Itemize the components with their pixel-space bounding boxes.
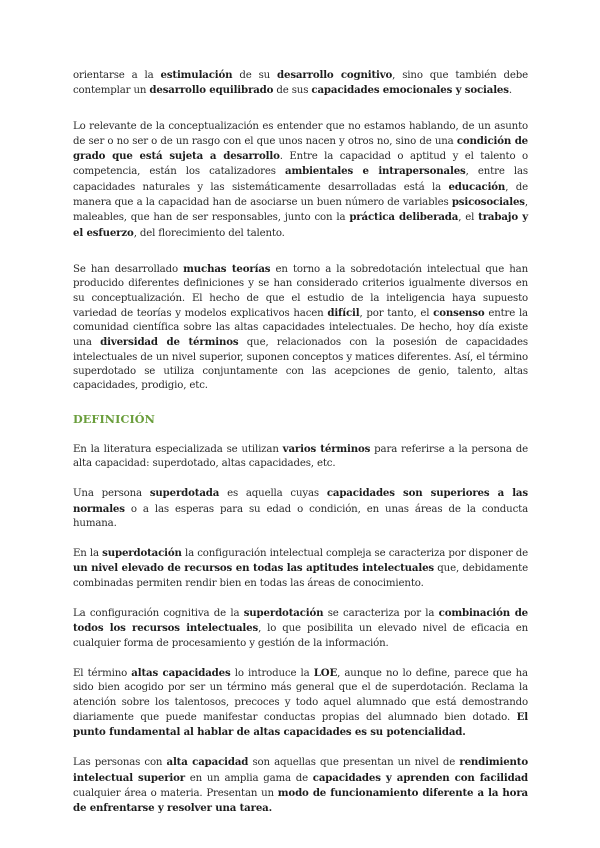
section-heading-definicion: DEFINICIÓN xyxy=(73,411,155,426)
bold-run: condición de grado que está sujeta a desarrollo xyxy=(73,134,528,163)
bold-run: El punto fundamental al hablar de altas capacidades es su potencialidad. xyxy=(73,710,528,739)
text-run: En la xyxy=(73,548,103,560)
text-run: , aunque no lo define, parece que ha sido bien acogido por ser un término más general que el de superdotación. Reclama la atención sobre los talentosos, precoces y todo aquel alumnado que está demostrando diariamente que puede manifestar conductas propias del alumnado bien dotado. xyxy=(73,667,528,723)
text-run: Una persona xyxy=(73,488,150,500)
text-run: En la literatura especializada se utilizan xyxy=(73,443,283,455)
bold-run: práctica deliberada xyxy=(349,211,459,224)
paragraph-cognitive-configuration xyxy=(73,606,528,651)
bold-run: trabajo y el esfuerzo xyxy=(73,211,528,239)
text-run: , de manera que a la capacidad han de asociarse un buen número de variables xyxy=(73,181,528,209)
text-run: , el xyxy=(458,212,479,224)
text-run: Lo relevante de la conceptualización es entender que no estamos hablando, de un asunto de ser o no ser o de un rasgo con el que unos nacen y otros no, sino de una xyxy=(73,120,528,147)
text-run: que, relacionados con la posesión de capacidades intelectuales de un nivel superior, suponen conceptos y matices diferentes. Así, el término superdotado se utiliza conjuntamente con las acepciones de genio, talento, altas capacidades, prodigio, etc. xyxy=(73,337,528,392)
text-run: la configuración intelectual compleja se caracteriza por disponer de xyxy=(181,548,528,560)
bold-run: alta capacidad xyxy=(166,756,249,769)
bold-run: superdotada xyxy=(149,487,220,500)
text-run: , lo que posibilita un elevado nivel de eficacia en cualquier forma de procesamiento y gestión de la información. xyxy=(73,623,529,649)
text-run: La configuración cognitiva de la xyxy=(73,608,244,620)
bold-run: capacidades y aprenden con facilidad xyxy=(312,771,528,784)
text-run: entre la comunidad científica sobre las altas capacidades intelectuales. De hecho, hoy día existe una xyxy=(73,307,528,349)
bold-run: diversidad de términos xyxy=(100,336,239,349)
paragraph-superdotacion xyxy=(73,546,528,591)
text-run: que, debidamente combinadas permiten rendir bien en todas las áreas de conocimiento. xyxy=(73,563,528,589)
bold-run: superdotación xyxy=(243,607,324,620)
bold-run: difícil xyxy=(327,306,360,319)
text-run: en un amplia gama de xyxy=(185,772,313,784)
bold-run: desarrollo equilibrado xyxy=(149,84,274,97)
text-run: , maleables, que han de ser responsables, junto con la xyxy=(73,197,528,224)
text-run: lo introduce la xyxy=(230,667,314,679)
paragraph-superdotada xyxy=(73,486,528,531)
bold-run: capacidades son superiores a las normales xyxy=(73,487,528,515)
text-run: o a las esperas para su edad o condición, en unas áreas de la conducta humana. xyxy=(73,503,528,529)
text-run: El término xyxy=(73,667,132,679)
bold-run: un nivel elevado de recursos en todas las aptitudes intelectuales xyxy=(73,562,434,575)
bold-run: educación xyxy=(448,180,506,193)
text-run: . xyxy=(508,85,512,97)
bold-run: combinación de todos los recursos intelectuales xyxy=(73,607,529,635)
bold-run: estimulación xyxy=(160,69,233,81)
bold-run: ambientales e intrapersonales xyxy=(285,165,466,178)
bold-run: superdotación xyxy=(102,547,182,560)
text-run: , sino que también debe contemplar un xyxy=(73,70,528,97)
text-run: Se han desarrollado xyxy=(73,263,184,275)
text-run: . Entre la capacidad o aptitud y el talento o competencia, están los catalizadores xyxy=(73,151,528,178)
bold-run: altas capacidades xyxy=(131,666,231,679)
paragraph-alta-capacidad xyxy=(73,755,528,816)
paragraph-conceptualization xyxy=(73,120,528,241)
text-run: para referirse a la persona de alta capacidad: superdotado, altas capacidades, etc. xyxy=(73,443,528,469)
paragraph-altas-capacidades xyxy=(73,666,528,740)
bold-run: varios términos xyxy=(282,442,371,455)
text-run: de su xyxy=(232,70,278,81)
bold-run: LOE xyxy=(313,666,338,679)
bold-run: psicosociales xyxy=(451,196,525,209)
text-run: de sus xyxy=(273,85,312,97)
bold-run: capacidades emocionales y sociales xyxy=(311,84,509,97)
bold-run: rendimiento intelectual superior xyxy=(73,756,528,784)
bold-run: consenso xyxy=(433,306,485,319)
text-run: , del florecimiento del talento. xyxy=(133,227,285,239)
bold-run: desarrollo cognitivo xyxy=(277,69,393,81)
text-run: son aquellas que presentan un nivel de xyxy=(248,757,460,769)
text-run: , entre las capacidades naturales y las sistemáticamente desarrolladas está la xyxy=(73,166,528,193)
paragraph-terms xyxy=(73,442,528,472)
paragraph-development xyxy=(73,68,528,99)
bold-run: modo de funcionamiento diferente a la hora de enfrentarse y resolver una tarea. xyxy=(73,786,528,815)
text-run: en torno a la sobredotación intelectual que han producido diferentes definiciones y se han considerado criterios igualmente diversos en su conceptualización. El hecho de que el estudio de la inteligencia haya supuesto variedad de teorías y modelos explicativos hacen xyxy=(73,263,528,319)
text-run: Las personas con xyxy=(73,757,167,769)
text-run: se caracteriza por la xyxy=(323,608,439,620)
bold-run: muchas teorías xyxy=(183,262,271,275)
text-run: , por tanto, el xyxy=(359,307,434,319)
text-run: orientarse a la xyxy=(73,70,161,81)
text-run: es aquella cuyas xyxy=(219,488,327,500)
text-run: cualquier área o materia. Presentan un xyxy=(73,787,278,799)
paragraph-theories xyxy=(73,262,528,394)
